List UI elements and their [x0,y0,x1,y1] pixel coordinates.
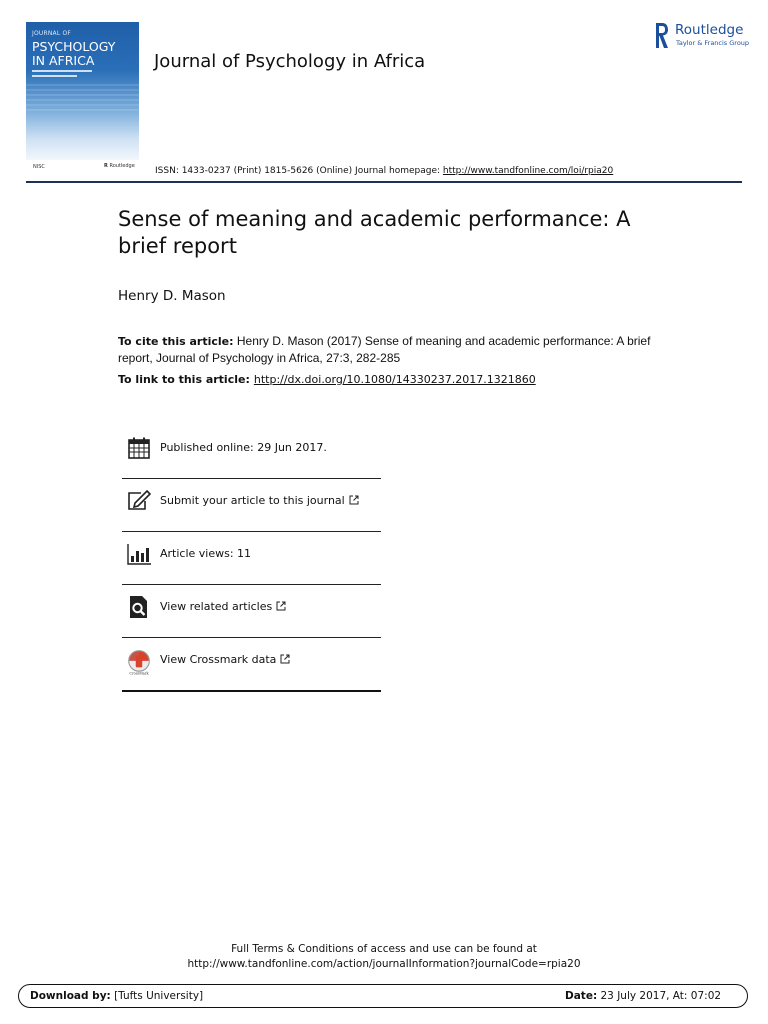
article-info-list [122,426,381,692]
document-search-icon [127,595,151,619]
date-value: 23 July 2017, At: 07:02 [597,990,722,1002]
article-views: Article views: 11 [160,547,252,560]
cover-decor-band [26,84,139,114]
external-link-icon [349,495,359,505]
article-title: Sense of meaning and academic performance: A brief report [118,207,631,258]
routledge-subtitle: Taylor & Francis Group [676,39,750,47]
crossmark-caption: CrossMark [129,671,149,676]
routledge-logo-icon [654,22,670,49]
download-label: Download by: [30,990,111,1002]
doi-link[interactable]: http://dx.doi.org/10.1080/14330237.2017.1321860 [253,373,536,386]
journal-title: Journal of Psychology in Africa [154,51,426,72]
edit-icon [127,489,151,513]
header-rule [26,181,742,183]
external-link-icon [276,601,286,611]
related-articles-link[interactable] [160,600,286,613]
nisc-logo: NISC [33,164,45,170]
views-row [122,532,381,585]
related-row[interactable] [122,585,381,638]
citation [118,333,678,366]
crossmark-label: View Crossmark data [160,653,277,666]
submit-row[interactable] [122,479,381,532]
issn-line [155,166,613,176]
journal-cover-image [26,22,139,160]
cover-line-1: JOURNAL OF [32,30,72,37]
date-label: Date: [565,990,598,1002]
crossmark-icon [126,648,152,676]
issn-text: ISSN: 1433-0237 (Print) 1815-5626 (Online) Journal homepage: [155,166,443,176]
download-by [30,990,203,1002]
calendar-icon [127,436,151,460]
submit-label: Submit your article to this journal [160,494,345,507]
crossmark-row[interactable] [122,638,381,692]
download-date [565,990,721,1002]
cover-decor-line [32,75,77,77]
crossmark-link[interactable] [160,653,290,666]
article-author: Henry D. Mason [118,288,226,304]
submit-article-link[interactable] [160,494,359,507]
journal-homepage-link[interactable]: http://www.tandfonline.com/loi/rpia20 [442,166,614,176]
terms-line-1: Full Terms & Conditions of access and use can be found at [231,943,537,955]
cite-text: Henry D. Mason (2017) Sense of meaning and academic performance: A brief report, Journal of Psychology in Africa, 27:3, 282-285 [118,334,651,365]
related-label: View related articles [160,600,273,613]
published-date: Published online: 29 Jun 2017. [160,441,327,454]
cite-label: To cite this article: [118,335,234,348]
cover-line-2: PSYCHOLOGY [32,39,116,54]
bar-chart-icon [127,542,151,566]
terms-notice [0,942,768,972]
routledge-name: Routledge [675,22,744,38]
link-label: To link to this article: [118,373,250,386]
cover-title [32,40,115,68]
cover-decor-line [32,70,92,72]
download-value: [Tufts University] [110,990,204,1002]
published-row [122,426,381,479]
terms-url[interactable]: http://www.tandfonline.com/action/journalInformation?journalCode=rpia20 [187,958,581,970]
routledge-small-label: Routledge [109,163,135,169]
routledge-small-logo: R Routledge [104,163,135,169]
external-link-icon [280,654,290,664]
cover-line-3: IN AFRICA [32,53,95,68]
article-link-line [118,373,536,386]
